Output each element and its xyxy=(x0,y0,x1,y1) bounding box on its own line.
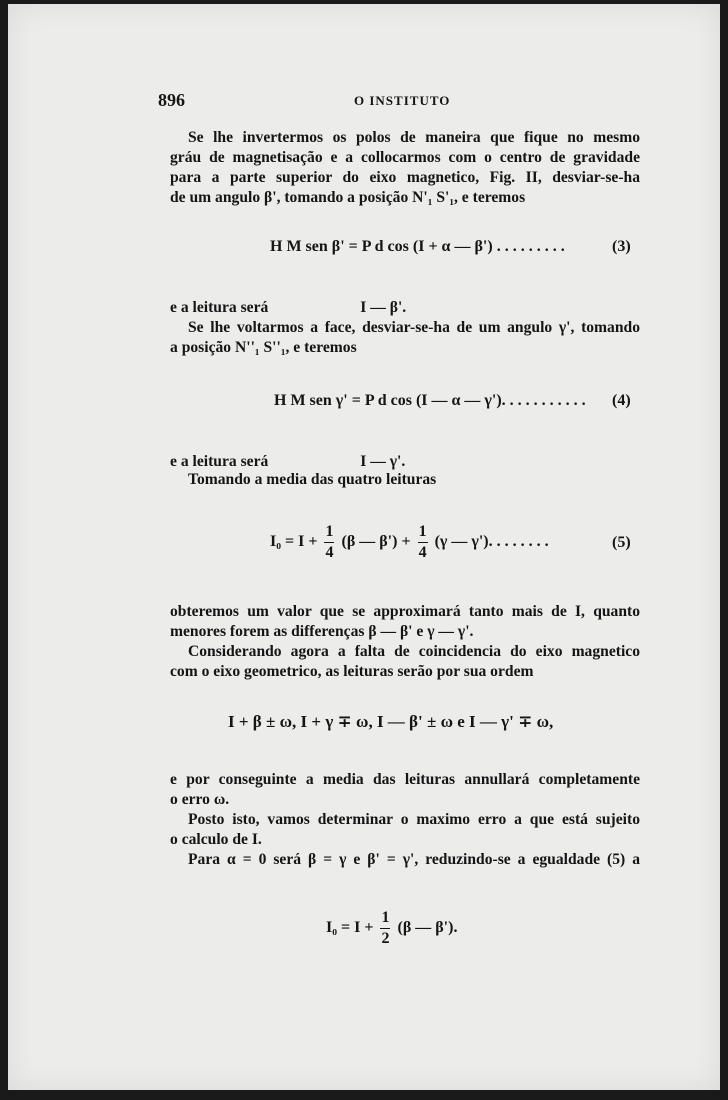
running-head: O INSTITUTO xyxy=(354,93,451,108)
equation-5 xyxy=(270,522,549,563)
text-line: o calculo de I. xyxy=(170,831,262,848)
text-line: e por conseguinte a media das leituras annullará completamente xyxy=(170,771,640,788)
equation-readings: I + β ± ω, I + γ ∓ ω, I — β' ± ω e I — γ' ∓ ω, xyxy=(228,712,554,731)
text-line: menores forem as differenças β — β' e γ — γ'. xyxy=(170,623,474,640)
text-line: gráu de magnetisação e a collocarmos com o centro de gravidade xyxy=(170,149,640,166)
text-line: Considerando agora a falta de coincidencia do eixo magnetico xyxy=(188,643,640,660)
page-number: 896 xyxy=(158,90,185,110)
reading-prefix: e a leitura será xyxy=(170,453,269,470)
fraction-one-quarter: $\frac{1}{4}$ xyxy=(325,523,334,561)
text-line: para a parte superior do eixo magnetico, Fig. II, desviar-se-ha xyxy=(170,169,640,186)
eq5-tail: (γ — γ'). . . . . . . . xyxy=(434,533,549,551)
equation-final xyxy=(326,908,457,949)
eq5-mid: (β — β') + xyxy=(341,533,411,551)
page-header xyxy=(158,90,638,114)
equation-number-5: (5) xyxy=(612,534,631,551)
paragraph-turn-face xyxy=(170,318,640,358)
text-line: Para α = 0 será β = γ e β' = γ', reduzindo-se a egualdade (5) a xyxy=(188,851,640,868)
reading-prefix: e a leitura será xyxy=(170,299,269,316)
fraction-one-half: $\frac{1}{2}$ xyxy=(381,909,390,947)
paragraph-inverted-poles xyxy=(170,128,640,208)
book-page xyxy=(8,4,720,1090)
text-line: Se lhe voltarmos a face, desviar-se-ha de um angulo γ', tomando xyxy=(188,319,640,336)
text-line: Se lhe invertermos os polos de maneira que fique no mesmo xyxy=(188,129,640,146)
eq5-lhs: I₀ = I + xyxy=(270,533,318,551)
equation-number-3: (3) xyxy=(612,238,631,255)
text-line: de um angulo β', tomando a posição N'₁ S'₁, e teremos xyxy=(170,189,526,206)
text-line: Posto isto, vamos determinar o maximo erro a que está sujeito xyxy=(188,811,640,828)
reading-value: I — β'. xyxy=(360,299,407,316)
text-line: o erro ω. xyxy=(170,791,230,808)
eq-final-lhs: I₀ = I + xyxy=(326,919,374,937)
reading-value: I — γ'. xyxy=(360,453,406,470)
equation-4: H M sen γ' = P d cos (I — α — γ'). . . . . . . . . . . xyxy=(274,392,586,409)
eq-final-tail: (β — β'). xyxy=(397,919,458,937)
text-line: Tomando a media das quatro leituras xyxy=(188,471,437,488)
fraction-one-quarter: $\frac{1}{4}$ xyxy=(418,523,427,561)
text-line: a posição N''₁ S''₁, e teremos xyxy=(170,339,357,356)
reading-line-4 xyxy=(170,452,640,472)
paragraph-average xyxy=(170,470,640,490)
text-line: com o eixo geometrico, as leituras serão por sua ordem xyxy=(170,663,534,680)
reading-line-3 xyxy=(170,298,640,318)
equation-3: H M sen β' = P d cos (I + α — β') . . . . . . . . . xyxy=(270,238,565,255)
text-line: obteremos um valor que se approximará tanto mais de I, quanto xyxy=(170,603,640,620)
paragraph-approximation xyxy=(170,602,640,682)
equation-number-4: (4) xyxy=(612,392,631,409)
paragraph-conclusion xyxy=(170,770,640,870)
